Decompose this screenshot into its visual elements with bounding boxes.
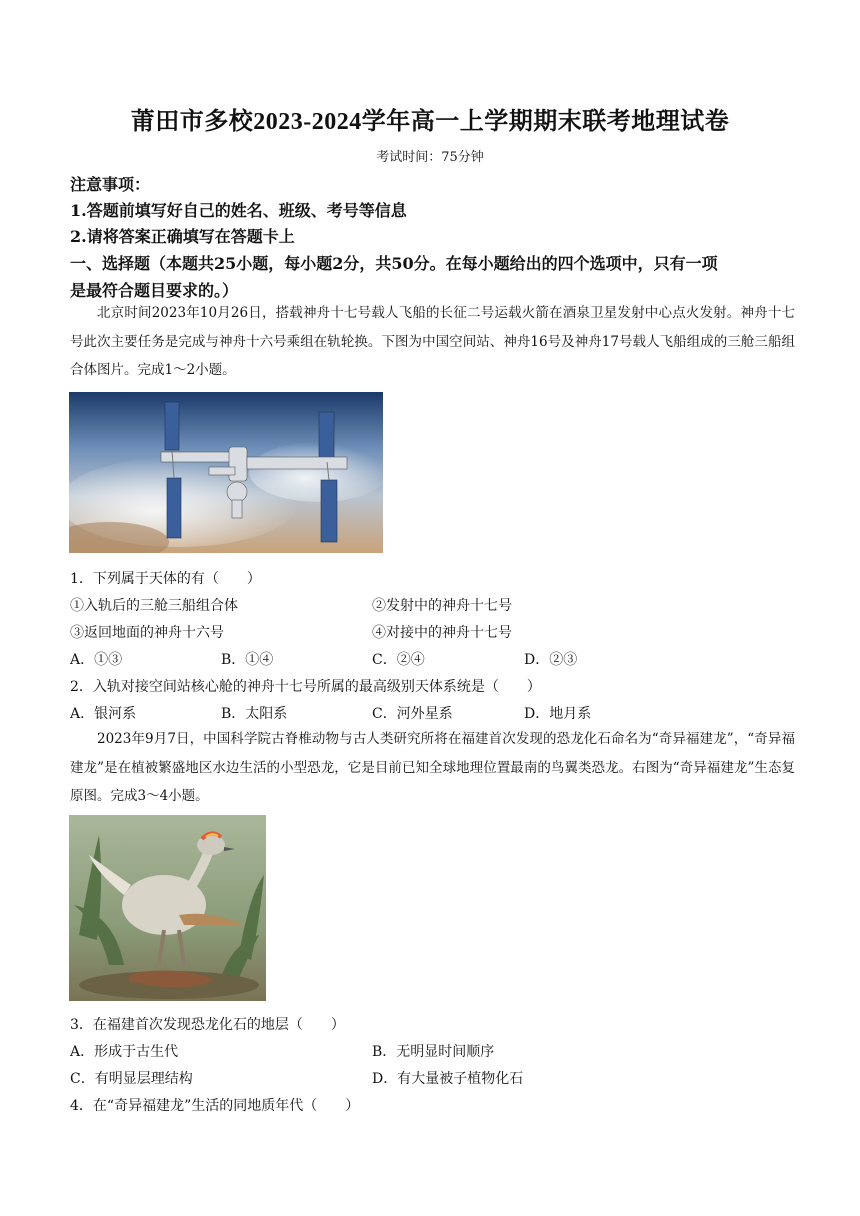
- exam-time: 考试时间：75分钟: [376, 150, 484, 165]
- passage-1: 北京时间2023年10月26日，搭载神舟十七号载人飞船的长征二号运载火箭在酒泉卫星发射中心点火发射。神舟十七号此次主要任务是完成与神舟十六号乘组在轨轮换。下图为中国空间站、神舟16号及神舟17号载人飞船组成的三舱三船组合体图片。完成1～2小题。: [70, 305, 795, 378]
- q4-stem: 4．在“奇异福建龙”生活的同地质年代（ ）: [70, 1098, 360, 1114]
- q1-item: ①入轨后的三舱三船组合体: [70, 598, 238, 614]
- q1-option-a: A．①③: [70, 652, 123, 668]
- q1-stem: 1．下列属于天体的有（ ）: [70, 571, 261, 587]
- notice-item: 1.答题前填写好自己的姓名、班级、考号等信息: [70, 201, 407, 220]
- q1-item: ③返回地面的神舟十六号: [70, 625, 224, 641]
- notice-item: 2.请将答案正确填写在答题卡上: [70, 227, 295, 246]
- q1-option-c: C．②④: [372, 652, 425, 668]
- exam-title: 莆田市多校2023-2024学年高一上学期期末联考地理试卷: [130, 109, 730, 135]
- q1-option-b: B．①④: [221, 652, 274, 668]
- q2-option-c: C．河外星系: [372, 706, 453, 722]
- space-station-image: [69, 392, 383, 553]
- q2-stem: 2．入轨对接空间站核心舱的神舟十七号所属的最高级别天体系统是（ ）: [70, 679, 541, 695]
- q3-option-a: A．形成于古生代: [70, 1044, 179, 1060]
- q3-stem: 3．在福建首次发现恐龙化石的地层（ ）: [70, 1017, 345, 1033]
- q3-option-b: B．无明显时间顺序: [372, 1044, 495, 1060]
- section-heading: 一、选择题（本题共25小题，每小题2分，共50分。在每小题给出的四个选项中，只有一项: [70, 254, 718, 273]
- q2-option-a: A．银河系: [70, 706, 137, 722]
- q2-option-d: D．地月系: [524, 706, 592, 722]
- q2-option-b: B．太阳系: [221, 706, 288, 722]
- q3-option-d: D．有大量被子植物化石: [372, 1071, 524, 1087]
- q1-item: ②发射中的神舟十七号: [372, 598, 512, 614]
- q1-item: ④对接中的神舟十七号: [372, 625, 512, 641]
- dinosaur-reconstruction-image: [69, 815, 266, 1001]
- passage-2: 2023年9月7日，中国科学院古脊椎动物与古人类研究所将在福建首次发现的恐龙化石命名为“奇异福建龙”，“奇异福建龙”是在植被繁盛地区水边生活的小型恐龙，它是目前已知全球地理位置最南的鸟翼类恐龙。右图为“奇异福建龙”生态复原图。完成3～4小题。: [70, 731, 795, 804]
- q1-option-d: D．②③: [524, 652, 578, 668]
- section-heading-cont: 是最符合题目要求的。）: [70, 281, 239, 300]
- q3-option-c: C．有明显层理结构: [70, 1071, 193, 1087]
- notice-heading: 注意事项：: [70, 175, 151, 194]
